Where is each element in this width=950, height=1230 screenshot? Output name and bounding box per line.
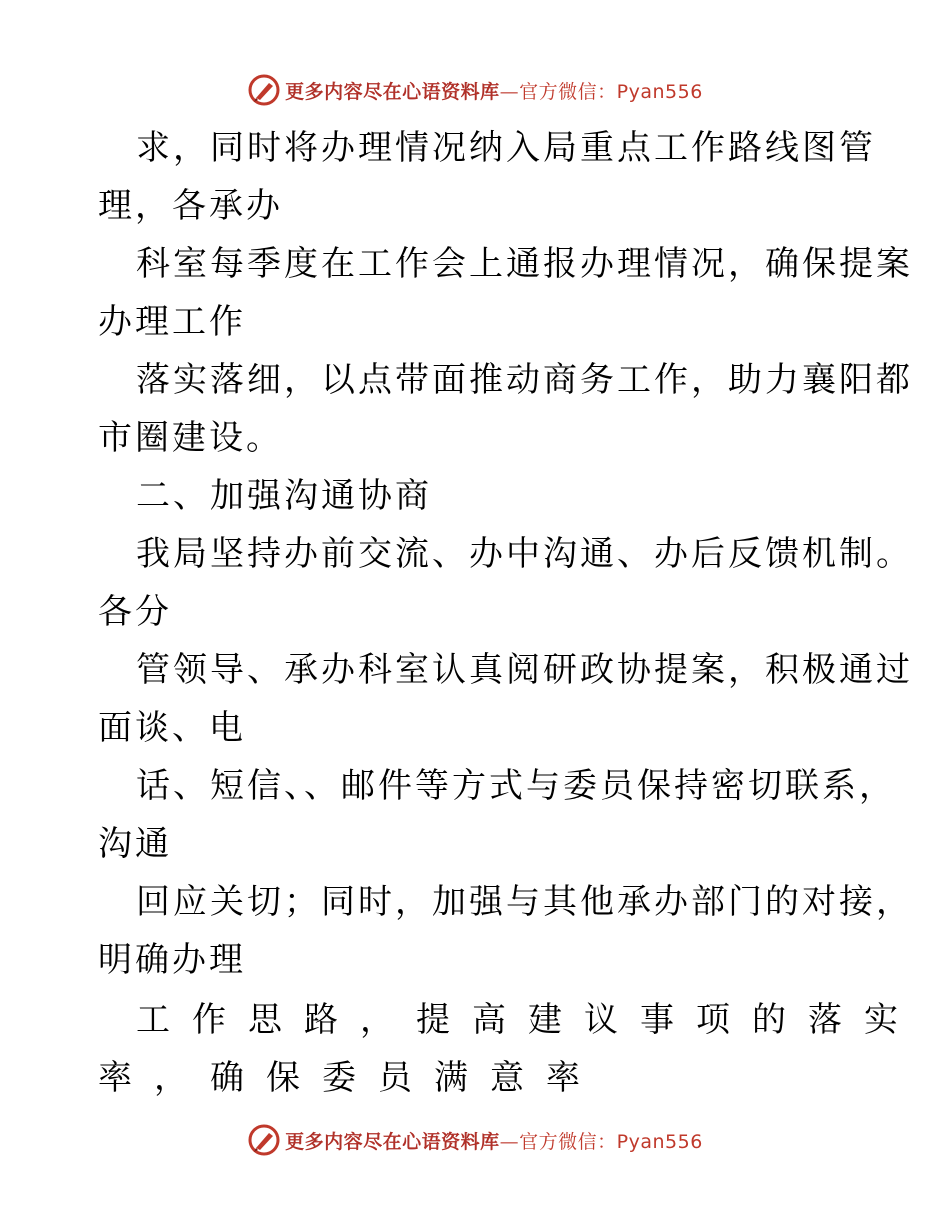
- body-line-10: 管领导、承办科室认真阅研政协提案，积极通过: [136, 650, 913, 690]
- footer-watermark-banner: [0, 1120, 950, 1160]
- header-watermark-banner: [0, 70, 950, 110]
- body-line-15: 明确办理: [98, 940, 246, 980]
- body-line-9: 各分: [98, 592, 172, 632]
- body-line-17: 率，确保委员满意率: [98, 1058, 602, 1098]
- body-line-2: 理，各承办: [98, 186, 283, 226]
- watermark-text: 更多内容尽在心语资料库—官方微信：Pyan556: [285, 1130, 703, 1153]
- body-line-1: 求，同时将办理情况纳入局重点工作路线图管: [136, 128, 876, 168]
- pen-logo-icon: [247, 1123, 281, 1157]
- pen-logo-icon: [247, 73, 281, 107]
- watermark-text: 更多内容尽在心语资料库—官方微信：Pyan556: [285, 80, 703, 103]
- body-line-5: 落实落细，以点带面推动商务工作，助力襄阳都: [136, 360, 913, 400]
- body-line-12: 话、短信、、邮件等方式与委员保持密切联系，: [136, 766, 896, 806]
- body-line-16: 工作思路，提高建议事项的落实: [136, 1000, 920, 1040]
- body-line-11: 面谈、电: [98, 708, 246, 748]
- body-line-14: 回应关切；同时，加强与其他承办部门的对接，: [136, 882, 913, 922]
- body-line-6: 市圈建设。: [98, 418, 283, 458]
- body-line-3: 科室每季度在工作会上通报办理情况，确保提案: [136, 244, 913, 284]
- body-line-13: 沟通: [98, 824, 172, 864]
- body-line-4: 办理工作: [98, 302, 246, 342]
- section-heading: 二、加强沟通协商: [136, 476, 432, 516]
- body-line-8: 我局坚持办前交流、办中沟通、办后反馈机制。: [136, 534, 913, 574]
